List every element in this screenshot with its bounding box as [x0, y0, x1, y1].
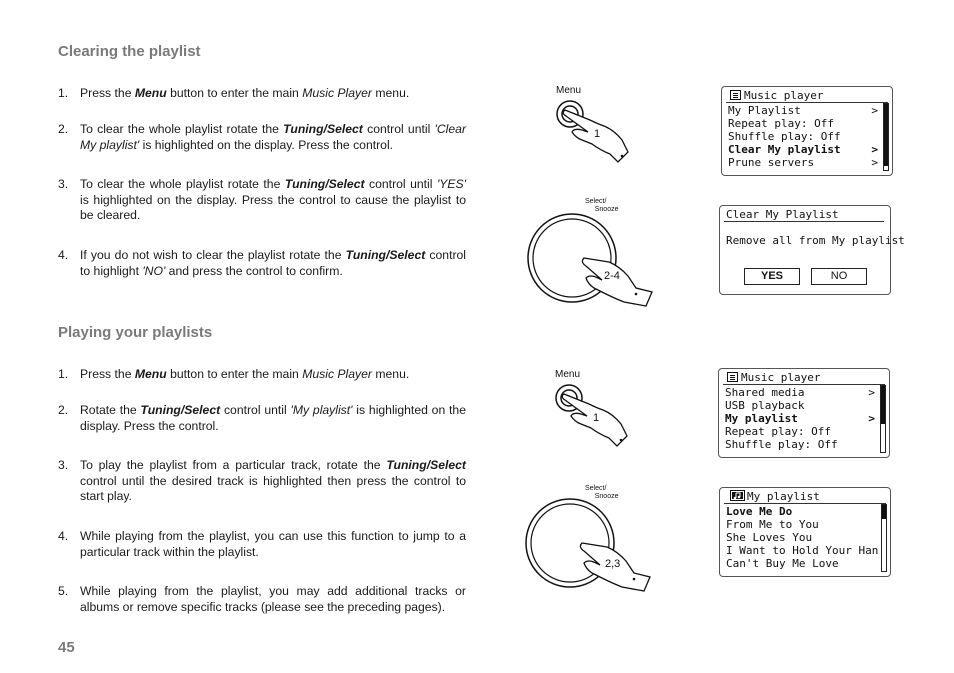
text-run: control until [220, 403, 291, 417]
menu-item-ref: Music Player [302, 86, 372, 100]
step-number: 1. [58, 367, 69, 381]
step-number: 2. [58, 403, 69, 417]
control-name: Tuning/Select [345, 248, 426, 262]
text-run: While playing from the playlist, you may add additional tracks or albums or remove specific tracks (please see the preceding pages). [80, 584, 466, 614]
text-run: control until [362, 122, 435, 136]
lcd-row[interactable]: Shuffle play: Off [725, 438, 838, 451]
lcd-title: Music player [723, 371, 885, 385]
text-run: Press the [80, 86, 135, 100]
list-icon [730, 90, 741, 100]
track-row[interactable]: Can't Buy Me Love [726, 557, 839, 570]
text-run: menu. [371, 367, 410, 381]
lcd-row[interactable]: Shuffle play: Off [728, 130, 841, 143]
step-number: 3. [58, 458, 69, 472]
lcd-row-selected[interactable]: My playlist [725, 412, 798, 425]
control-name: Menu [134, 367, 167, 381]
text-run: control until [364, 177, 437, 191]
playlist-music-icon [730, 490, 745, 501]
menu-item-ref: 'My playlist' [290, 403, 353, 417]
control-name: Tuning/Select [140, 403, 221, 417]
lcd-screen-music-player [718, 368, 890, 458]
lcd-message: Remove all from My playlist [726, 234, 905, 247]
text-run: To play the playlist from a particular track, rotate the [80, 458, 387, 472]
text-run: While playing from the playlist, you can use this function to jump to a particular track within the playlist. [80, 529, 466, 559]
lcd-row[interactable]: My Playlist [728, 104, 801, 117]
chevron-right-icon: > [868, 412, 875, 425]
track-row-selected[interactable]: Love Me Do [726, 505, 793, 518]
text-run: control to highlight [80, 248, 467, 278]
text-run: is highlighted on the display. Press the control. [80, 403, 466, 433]
text-run: button to enter the main [166, 367, 303, 381]
lcd-row[interactable]: USB playback [725, 399, 805, 412]
step-number: 2. [58, 122, 69, 136]
lcd-row[interactable]: Prune servers [728, 156, 815, 169]
text-run: is highlighted on the display. Press the control. [139, 137, 394, 152]
track-row[interactable]: She Loves You [726, 531, 813, 544]
no-button[interactable]: NO [811, 268, 867, 285]
text-run: menu. [371, 86, 410, 100]
chevron-right-icon: > [868, 386, 875, 399]
text-run: is highlighted on the display. Press the control to cause the playlist to be cleared. [80, 192, 466, 222]
scrollbar-thumb[interactable] [882, 505, 886, 519]
lcd-row[interactable]: Shared media [725, 386, 805, 399]
step-number: 4. [58, 248, 69, 262]
lcd-row-selected[interactable]: Clear My playlist [728, 143, 841, 156]
select-knob-hand-icon [524, 210, 659, 310]
step-text [80, 177, 466, 224]
section-heading-clearing: Clearing the playlist [58, 43, 201, 60]
lcd-row[interactable]: Repeat play: Off [728, 117, 834, 130]
step-text [80, 367, 466, 383]
menu-item-ref: 'Clear My playlist' [80, 122, 466, 152]
section-heading-playing: Playing your playlists [58, 324, 213, 341]
step-2-4-label: 2-4 [604, 270, 620, 282]
step-text [80, 458, 466, 505]
step-text [80, 403, 466, 434]
list-icon [727, 372, 738, 382]
menu-label: Menu [556, 85, 582, 96]
lcd-title: Music player [726, 89, 888, 103]
step-text [80, 122, 466, 153]
lcd-screen-my-playlist [719, 487, 891, 577]
menu-item-ref: 'YES' [436, 177, 466, 191]
step-text [80, 529, 466, 560]
control-name: Tuning/Select [283, 122, 363, 136]
menu-label: Menu [555, 369, 581, 380]
step-1-label: 1 [593, 412, 600, 424]
select-label: Select/ Snooze [585, 198, 619, 213]
text-run: If you do not wish to clear the playlist rotate the [80, 248, 346, 262]
step-number: 5. [58, 584, 69, 598]
chevron-right-icon: > [871, 104, 878, 117]
text-run: To clear the whole playlist rotate the [80, 177, 285, 191]
lcd-screen-clear-playlist [719, 205, 905, 295]
lcd-title: Clear My Playlist [724, 208, 884, 222]
yes-button[interactable]: YES [744, 268, 800, 285]
text-run: and press the control to confirm. [165, 263, 343, 278]
text-run: To clear the whole playlist rotate the [80, 122, 284, 136]
lcd-screen-music-player [721, 86, 893, 176]
lcd-title: My playlist [724, 490, 886, 504]
step-number: 3. [58, 177, 69, 191]
step-number: 1. [58, 86, 69, 100]
text-run: control until the desired track is highlighted then press the control to start play. [80, 473, 466, 503]
track-row[interactable]: From Me to You [726, 518, 819, 531]
select-label: Select/ Snooze [585, 485, 619, 500]
step-text [80, 584, 466, 615]
control-name: Tuning/Select [284, 177, 365, 191]
control-name: Menu [134, 86, 167, 100]
scrollbar-thumb[interactable] [884, 104, 888, 166]
select-knob-hand-icon [522, 495, 657, 595]
text-run: Rotate the [80, 403, 141, 417]
scrollbar[interactable] [881, 504, 887, 572]
step-text [80, 86, 466, 102]
step-number: 4. [58, 529, 69, 543]
control-name: Tuning/Select [386, 458, 466, 472]
scrollbar[interactable] [880, 385, 886, 453]
step-2-3-label: 2,3 [605, 558, 621, 570]
text-run: Press the [80, 367, 135, 381]
scrollbar-thumb[interactable] [881, 386, 885, 424]
menu-item-ref: 'NO' [142, 263, 166, 278]
step-1-label: 1 [594, 128, 601, 140]
menu-item-ref: Music Player [302, 367, 372, 381]
text-run: button to enter the main [166, 86, 303, 100]
page-number: 45 [58, 639, 75, 656]
chevron-right-icon: > [871, 156, 878, 169]
step-text [80, 248, 466, 279]
track-row[interactable]: I Want to Hold Your Han [726, 544, 879, 557]
chevron-right-icon: > [871, 143, 878, 156]
lcd-row[interactable]: Repeat play: Off [725, 425, 831, 438]
scrollbar[interactable] [883, 103, 889, 171]
